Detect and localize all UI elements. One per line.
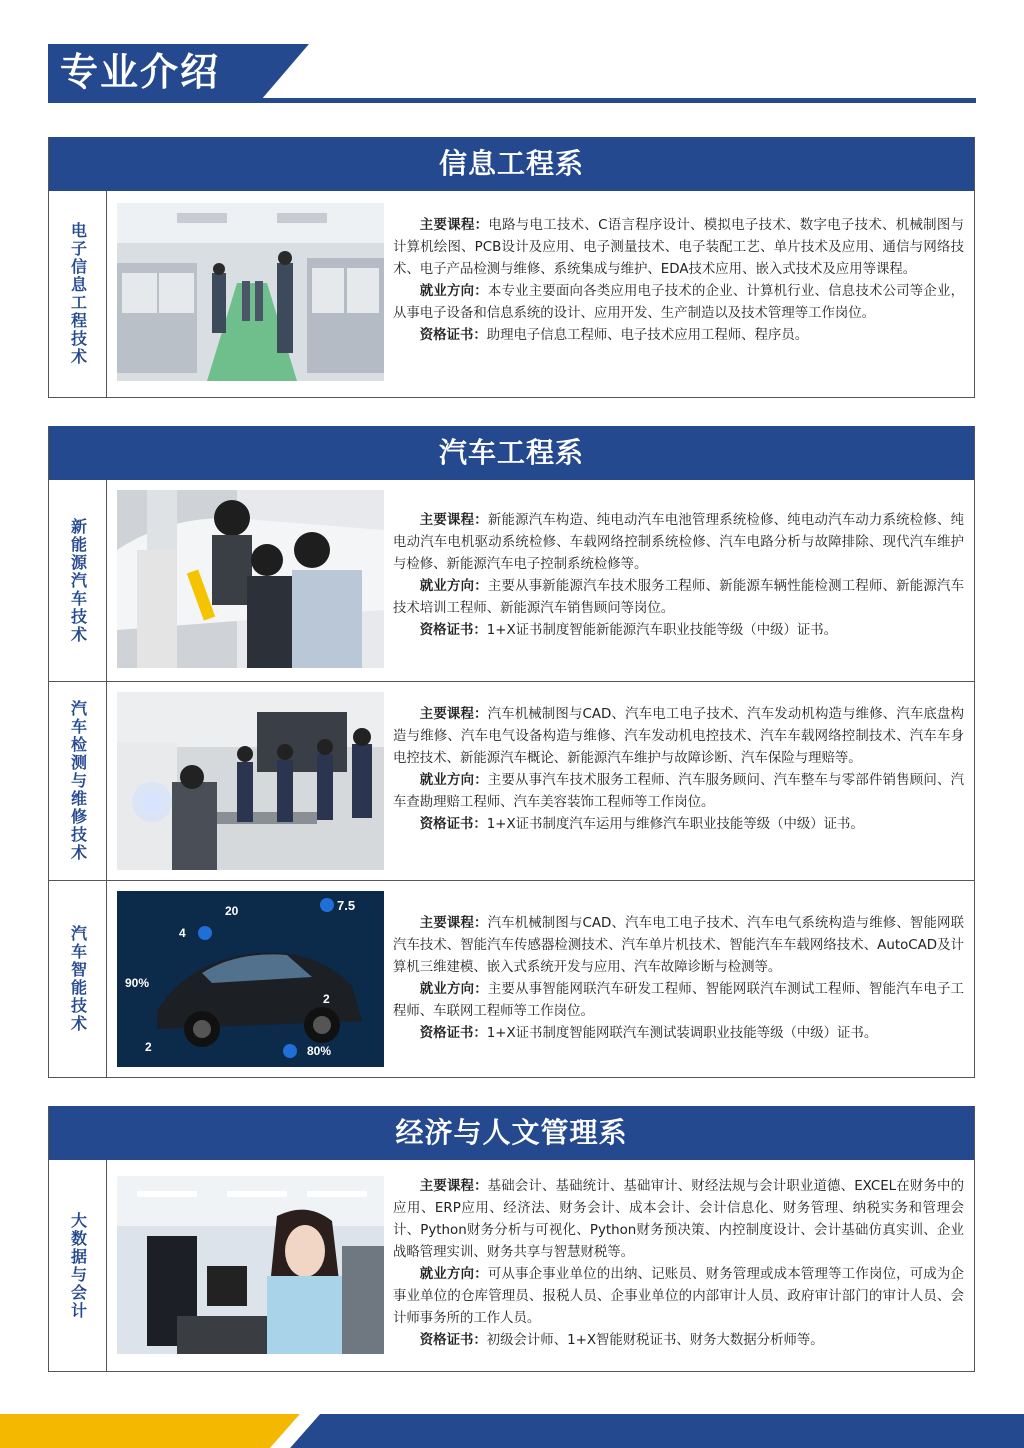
career-paragraph [393,576,964,620]
header-rule [48,98,976,103]
certificate-paragraph [393,325,964,347]
major-description [393,510,964,642]
infographic-number: 7.5 [337,898,356,913]
certificate-text: 1+X证书制度智能新能源汽车职业技能等级（中级）证书。 [486,623,838,638]
courses-paragraph [393,1176,964,1264]
major-name-cell [49,682,107,880]
career-text: 本专业主要面向各类应用电子技术的企业、计算机行业、信息技术公司等企业，从事电子设备和信息系统的设计、应用开发、生产制造以及技术管理等工作岗位。 [393,284,965,321]
major-row [49,480,974,681]
major-name-cell [49,480,107,681]
major-name-cell [49,881,107,1077]
major-name: 电子信息工程技术 [68,222,88,366]
career-text: 可从事企事业单位的出纳、记账员、财务管理或成本管理等工作岗位，可成为企事业单位的仓库管理员、报税人员、企事业单位的内部审计人员、政府审计部门的审计人员、会计师事务所的工作人员。 [393,1267,965,1326]
department-info-engineering [48,137,975,398]
smart-car-infographic [117,891,384,1067]
department-title: 经济与人文管理系 [49,1106,974,1160]
career-label: 就业方向： [419,579,488,594]
courses-paragraph [393,704,964,770]
footer-decoration [0,1414,1024,1448]
courses-label: 主要课程： [419,707,488,722]
courses-text: 汽车机械制图与CAD、汽车电工电子技术、汽车发动机构造与维修、汽车底盘构造与维修、汽车电气设备构造与维修、汽车发动机电控技术、汽车车载网络控制技术、汽车车身电控技术、新能源汽车概论、新能源汽车维护与故障诊断、汽车保险与理赔等。 [393,707,964,766]
major-description [393,913,964,1045]
courses-text: 电路与电工技术、C语言程序设计、模拟电子技术、数字电子技术、机械制图与计算机绘图、PCB设计及应用、电子测量技术、电子装配工艺、单片技术及应用、通信与网络技术、电子产品检测与维修、系统集成与维护、EDA技术应用、嵌入式技术及应用等课程。 [393,218,964,277]
courses-label: 主要课程： [419,916,488,931]
major-name: 大数据与会计 [68,1211,88,1320]
computer-lab-photo [117,1176,384,1354]
major-description [393,704,964,836]
major-row [49,1160,974,1371]
major-name-cell [49,1160,107,1371]
infographic-number: 90% [125,976,150,990]
welding-workshop-photo [117,692,384,870]
certificate-text: 初级会计师、1+X智能财税证书、财务大数据分析师等。 [486,1333,824,1348]
certificate-paragraph [393,620,964,642]
career-paragraph [393,979,964,1023]
certificate-text: 助理电子信息工程师、电子技术应用工程师、程序员。 [486,328,809,343]
certificate-label: 资格证书： [419,623,487,638]
major-row [49,191,974,397]
career-label: 就业方向： [419,773,488,788]
infographic-number: 4 [179,926,186,940]
courses-paragraph [393,913,964,979]
career-text: 主要从事汽车技术服务工程师、汽车服务顾问、汽车整车与零部件销售顾问、汽车查勘理赔工程师、汽车美容装饰工程师等工作岗位。 [393,773,965,810]
page-header [48,44,976,106]
courses-text: 汽车机械制图与CAD、汽车电工电子技术、汽车电气系统构造与维修、智能网联汽车技术、智能汽车传感器检测技术、汽车单片机技术、智能汽车车载网络技术、AutoCAD及计算机三维建模、嵌入式系统开发与应用、汽车故障诊断与检测等。 [393,916,964,975]
ev-training-photo [117,490,384,668]
major-name: 新能源汽车技术 [68,517,88,644]
major-row [49,880,974,1077]
department-auto-engineering [48,426,975,1078]
electronics-lab-photo [117,203,384,381]
major-name-cell [49,191,107,397]
career-label: 就业方向： [419,1267,488,1282]
certificate-paragraph [393,1023,964,1045]
certificate-label: 资格证书： [419,328,487,343]
courses-paragraph [393,215,964,281]
department-economics-humanities [48,1106,975,1372]
title-tab-tip [261,44,309,100]
infographic-number: 2 [323,992,330,1006]
major-description [393,215,964,347]
certificate-label: 资格证书： [419,1333,487,1348]
courses-text: 基础会计、基础统计、基础审计、财经法规与会计职业道德、EXCEL在财务中的应用、ERP应用、经济法、财务会计、成本会计、会计信息化、财务管理、纳税实务和管理会计、Python财务分析与可视化、Python财务预决策、内控制度设计、会计基础仿真实训、企业战略管理实训、财务共享与智慧财税等。 [393,1179,964,1260]
department-title: 汽车工程系 [49,426,974,480]
courses-label: 主要课程： [419,1179,488,1194]
career-label: 就业方向： [419,982,488,997]
certificate-text: 1+X证书制度智能网联汽车测试装调职业技能等级（中级）证书。 [486,1026,878,1041]
courses-label: 主要课程： [419,513,488,528]
infographic-number: 20 [225,904,239,918]
major-description [393,1176,964,1352]
page-title: 专业介绍 [60,50,221,94]
career-paragraph [393,1264,964,1330]
courses-paragraph [393,510,964,576]
certificate-paragraph [393,814,964,836]
career-text: 主要从事新能源汽车技术服务工程师、新能源车辆性能检测工程师、新能源汽车技术培训工程师、新能源汽车销售顾问等岗位。 [393,579,965,616]
career-label: 就业方向： [419,284,488,299]
major-row [49,681,974,880]
courses-text: 新能源汽车构造、纯电动汽车电池管理系统检修、纯电动汽车动力系统检修、纯电动汽车电机驱动系统检修、车载网络控制系统检修、汽车电路分析与故障排除、现代汽车维护与检修、新能源汽车电子控制系统检修等。 [393,513,965,572]
major-name: 汽车智能技术 [68,925,88,1033]
major-name: 汽车检测与维修技术 [68,700,88,862]
certificate-label: 资格证书： [419,817,487,832]
certificate-label: 资格证书： [419,1026,487,1041]
courses-label: 主要课程： [419,218,489,233]
certificate-paragraph [393,1330,964,1352]
career-text: 主要从事智能网联汽车研发工程师、智能网联汽车测试工程师、智能汽车电子工程师、车联网工程师等工作岗位。 [393,982,965,1019]
certificate-text: 1+X证书制度汽车运用与维修汽车职业技能等级（中级）证书。 [486,817,864,832]
infographic-number: 2 [145,1040,152,1054]
career-paragraph [393,281,964,325]
infographic-number: 80% [307,1044,332,1058]
department-title: 信息工程系 [49,137,974,191]
career-paragraph [393,770,964,814]
